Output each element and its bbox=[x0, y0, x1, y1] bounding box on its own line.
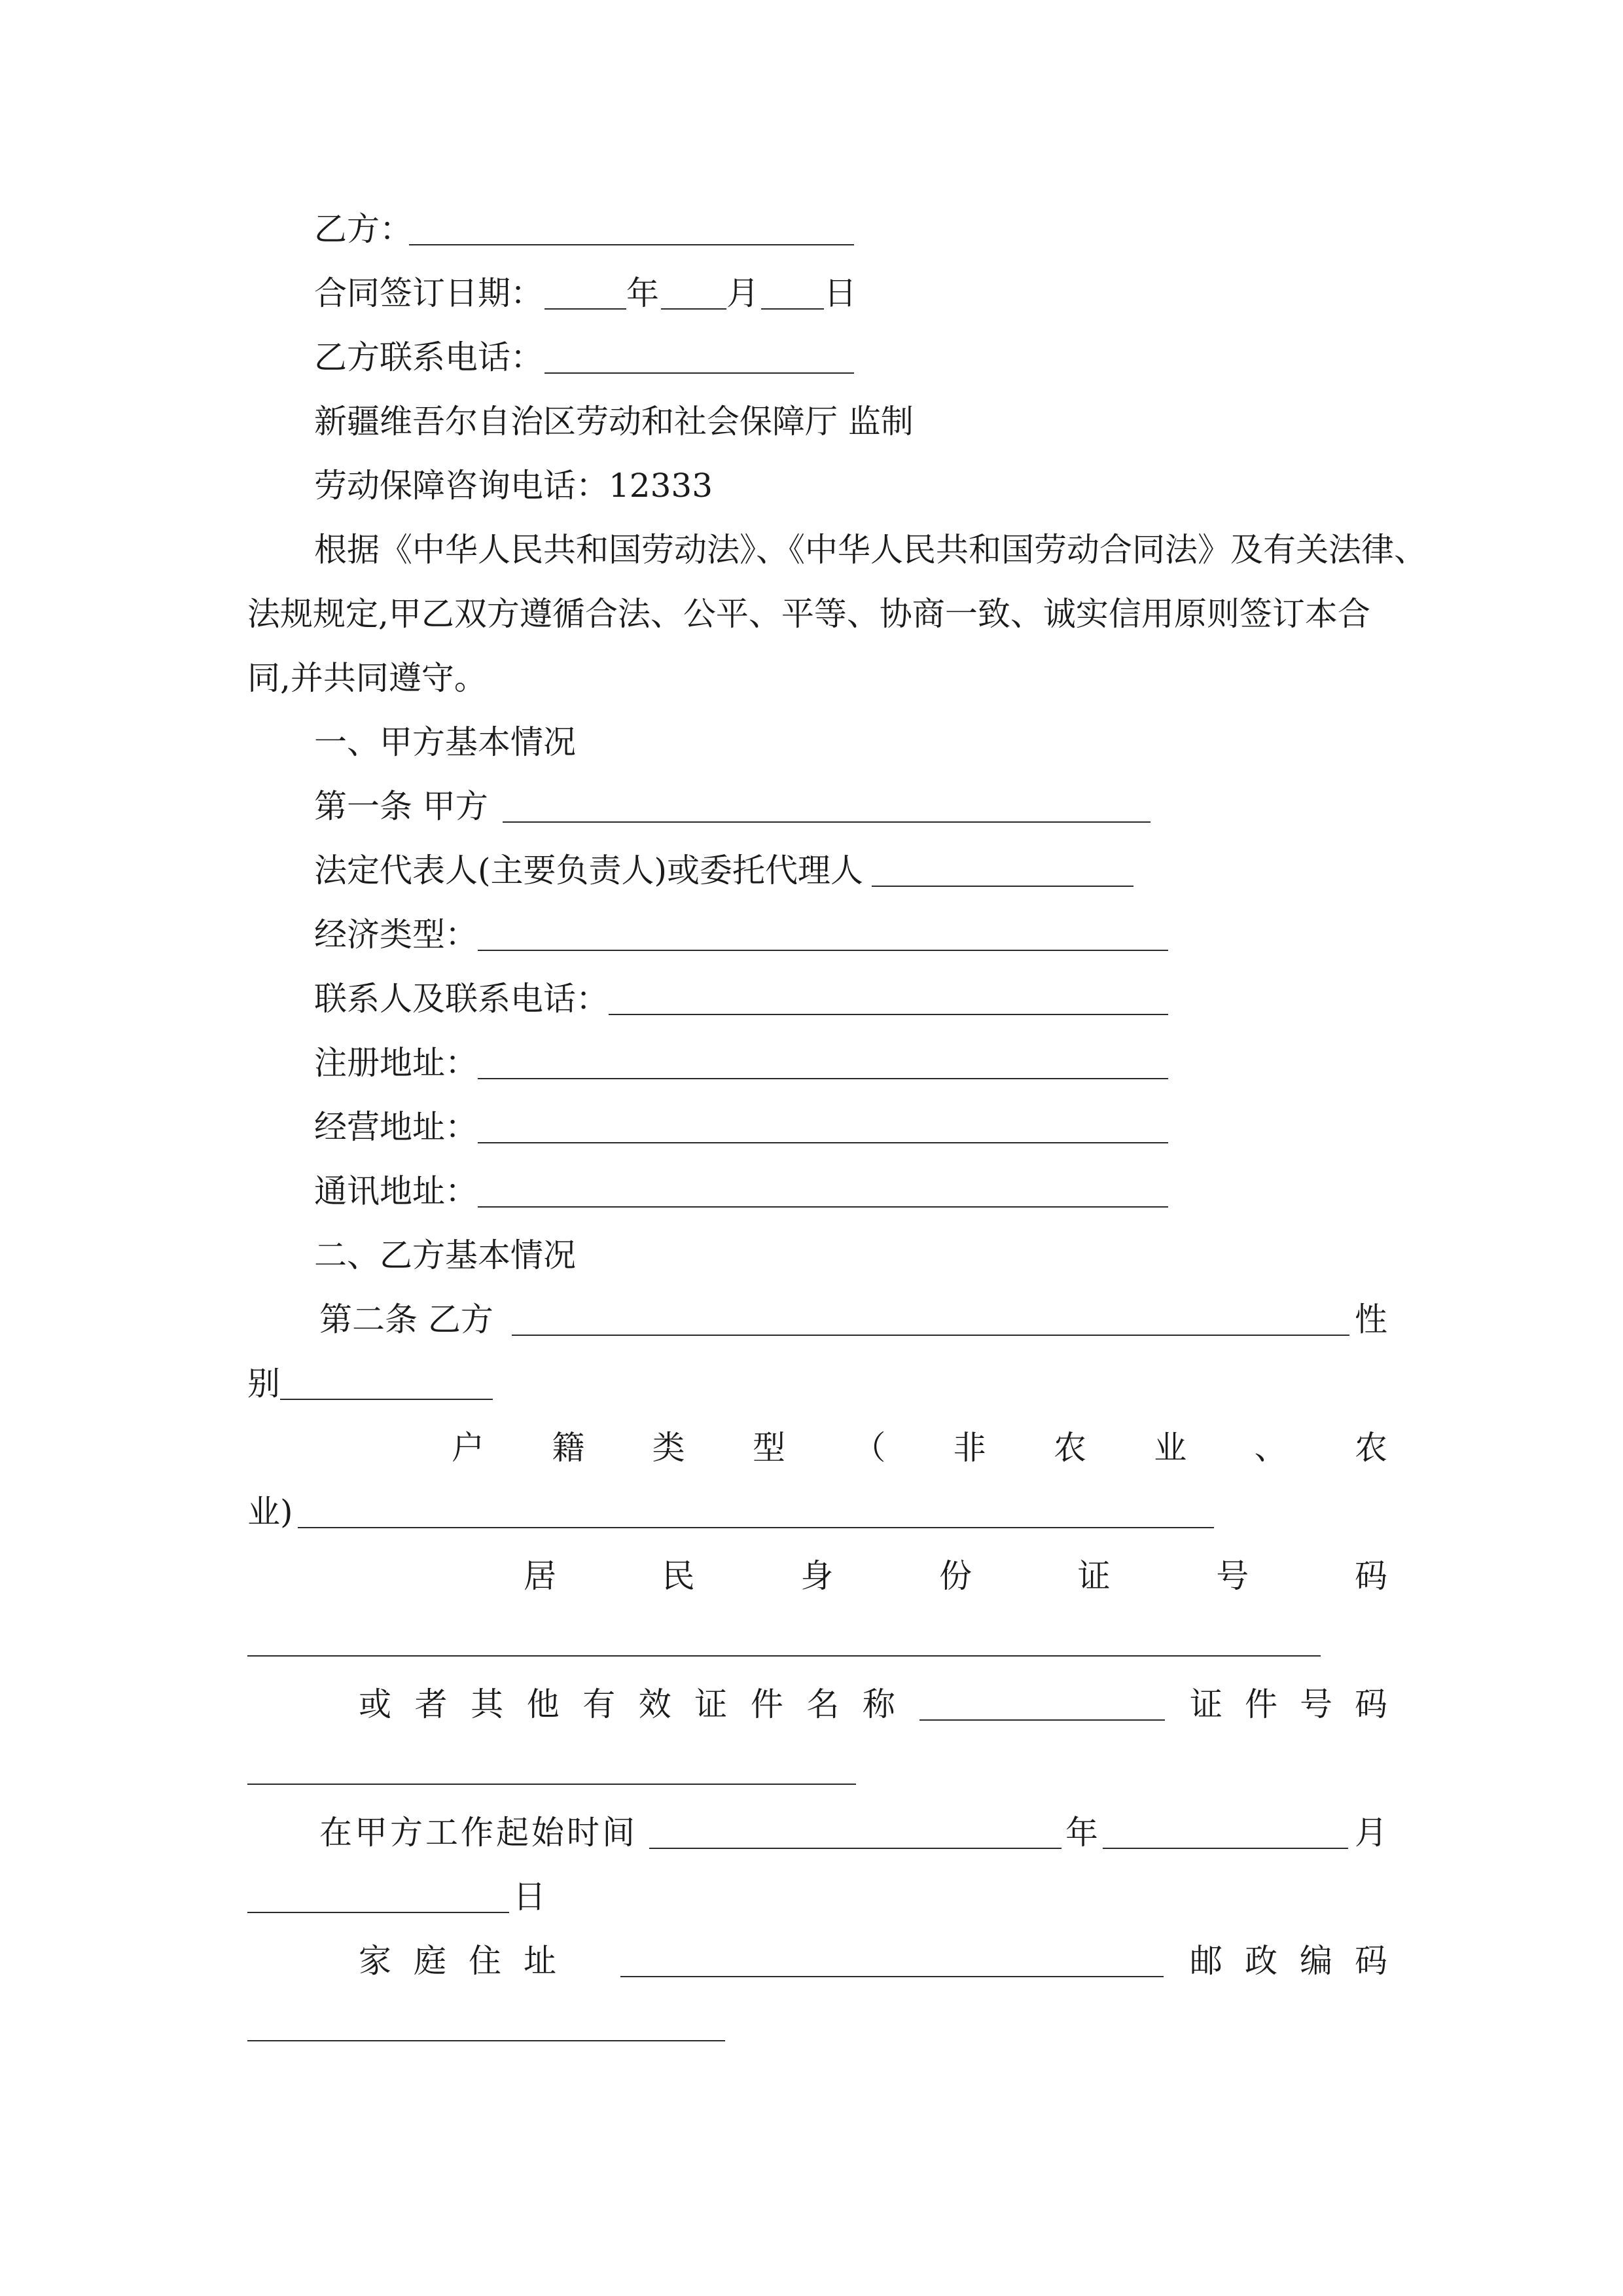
preamble-line-3: 同,并共同遵守。 bbox=[247, 659, 487, 697]
legal-rep-field[interactable] bbox=[872, 886, 1133, 887]
doc-no-field[interactable] bbox=[247, 1784, 856, 1785]
party-b-field[interactable] bbox=[409, 244, 854, 245]
start-month-label: 月 bbox=[1355, 1814, 1387, 1852]
party-b-name-field[interactable] bbox=[512, 1335, 1349, 1336]
section-2-heading: 二、乙方基本情况 bbox=[314, 1236, 576, 1274]
sign-date-label: 合同签订日期： bbox=[314, 274, 543, 312]
gender-field[interactable] bbox=[280, 1399, 493, 1400]
sign-year-label: 年 bbox=[626, 274, 659, 312]
other-doc-name-field[interactable] bbox=[919, 1719, 1165, 1721]
start-year-label: 年 bbox=[1065, 1814, 1098, 1852]
econ-type-field[interactable] bbox=[478, 950, 1168, 951]
mail-addr-field[interactable] bbox=[478, 1206, 1168, 1208]
legal-rep-label: 法定代表人(主要负责人)或委托代理人 bbox=[314, 852, 864, 889]
start-year-field[interactable] bbox=[649, 1848, 1061, 1849]
contact-label: 联系人及联系电话： bbox=[314, 980, 609, 1018]
postcode-label: 邮 政 编 码 bbox=[1190, 1942, 1387, 1980]
start-month-field[interactable] bbox=[1103, 1848, 1348, 1849]
article-2-label: 第二条 乙方 bbox=[319, 1300, 493, 1338]
hukou-type-label: 户 籍 类 型 （ 非 农 业 、 农 bbox=[452, 1429, 1387, 1467]
reg-addr-field[interactable] bbox=[478, 1078, 1168, 1079]
biz-addr-label: 经营地址： bbox=[314, 1108, 478, 1146]
party-b-label: 乙方： bbox=[314, 210, 412, 248]
contact-field[interactable] bbox=[609, 1014, 1168, 1015]
doc-no-label: 证 件 号 码 bbox=[1190, 1685, 1387, 1723]
hukou-type-field[interactable] bbox=[298, 1527, 1214, 1528]
gender-label-a: 性 bbox=[1355, 1300, 1387, 1338]
sign-year-field[interactable] bbox=[544, 308, 626, 310]
home-addr-field[interactable] bbox=[620, 1976, 1164, 1977]
sign-month-label: 月 bbox=[726, 274, 759, 312]
start-day-field[interactable] bbox=[247, 1912, 509, 1913]
start-time-label: 在甲方工作起始时间 bbox=[319, 1814, 637, 1852]
biz-addr-field[interactable] bbox=[478, 1142, 1168, 1143]
sign-day-field[interactable] bbox=[761, 308, 824, 310]
party-b-phone-label: 乙方联系电话： bbox=[314, 338, 543, 376]
econ-type-label: 经济类型： bbox=[314, 916, 478, 954]
reg-addr-label: 注册地址： bbox=[314, 1044, 478, 1082]
preamble-line-1: 根据《中华人民共和国劳动法》、《中华人民共和国劳动合同法》及有关法律、 bbox=[314, 531, 1427, 569]
party-b-phone-field[interactable] bbox=[544, 372, 854, 374]
sign-day-label: 日 bbox=[824, 274, 857, 312]
id-card-field[interactable] bbox=[247, 1655, 1321, 1657]
postcode-field[interactable] bbox=[247, 2040, 725, 2041]
other-doc-label: 或 者 其 他 有 效 证 件 名 称 bbox=[359, 1685, 895, 1723]
start-day-label: 日 bbox=[513, 1878, 546, 1916]
sign-month-field[interactable] bbox=[661, 308, 726, 310]
section-1-heading: 一、甲方基本情况 bbox=[314, 723, 576, 761]
hotline-text: 劳动保障咨询电话：12333 bbox=[314, 467, 713, 505]
mail-addr-label: 通讯地址： bbox=[314, 1172, 478, 1210]
preamble-line-2: 法规规定,甲乙双方遵循合法、公平、平等、协商一致、诚实信用原则签订本合 bbox=[247, 595, 1370, 633]
id-card-label: 居 民 身 份 证 号 码 bbox=[524, 1557, 1387, 1595]
hukou-type-end: 业) bbox=[247, 1493, 293, 1531]
supervisor-text: 新疆维吾尔自治区劳动和社会保障厅 监制 bbox=[314, 403, 914, 440]
article-1-label: 第一条 甲方 bbox=[314, 787, 488, 825]
party-a-field[interactable] bbox=[503, 821, 1150, 823]
gender-label-b: 别 bbox=[247, 1365, 280, 1403]
home-addr-label: 家 庭 住 址 bbox=[359, 1942, 556, 1980]
